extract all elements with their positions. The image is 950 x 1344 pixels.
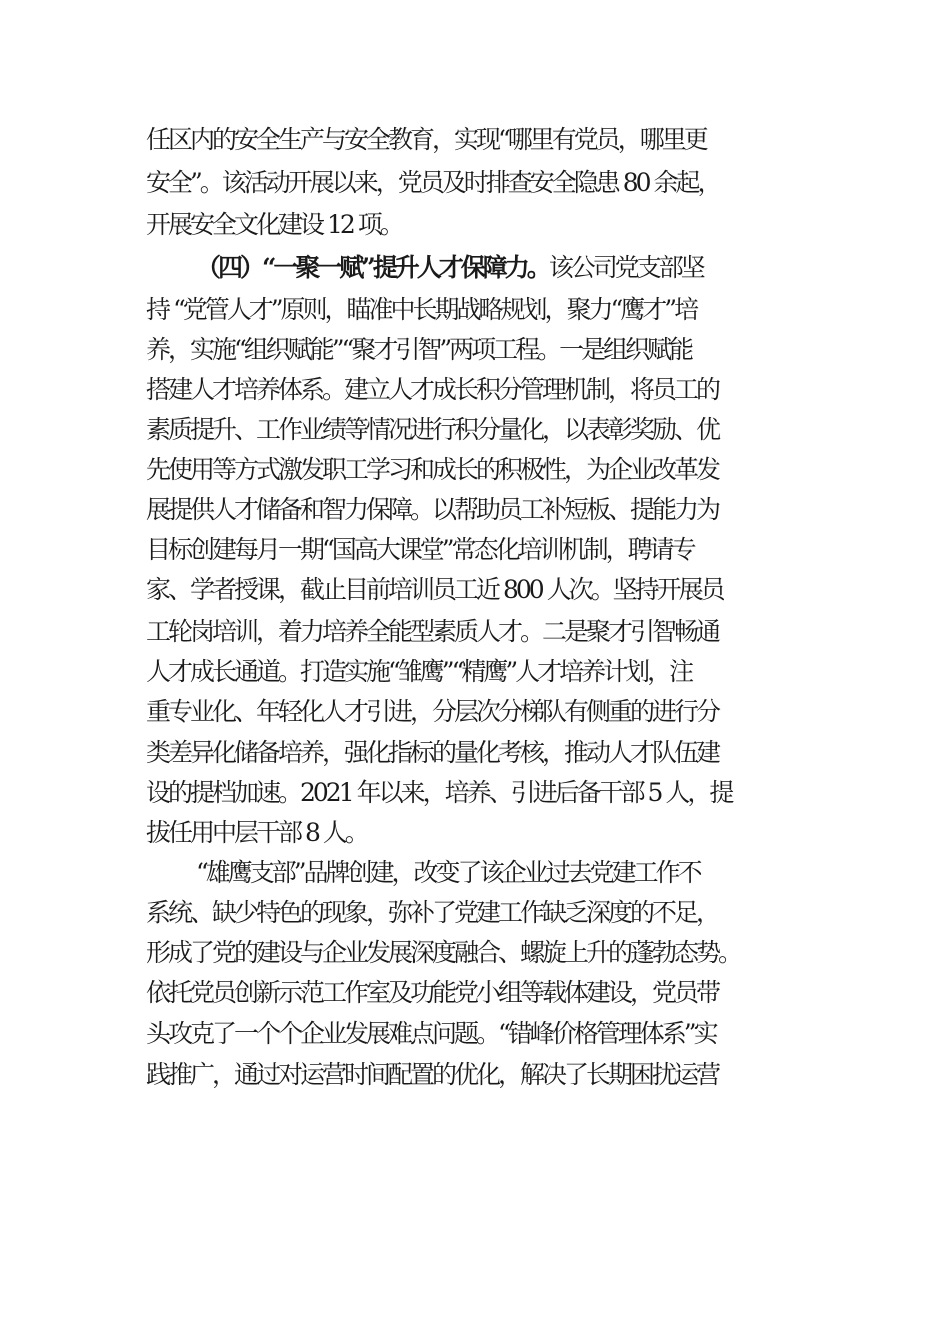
text-line: 拔任用中层干部 8 人。 xyxy=(146,818,367,847)
text-line: 类差异化储备培养，强化指标的量化考核，推动人才队伍建 xyxy=(146,738,719,767)
text-line: 持 “党管人才”原则，瞄准中长期战略规划，聚力“鹰才”培 xyxy=(146,295,697,324)
text-line: 工轮岗培训，着力培养全能型素质人才。二是聚才引智畅通 xyxy=(146,617,719,646)
text-line: 搭建人才培养体系。建立人才成长积分管理机制，将员工的 xyxy=(146,375,719,404)
text-line: 形成了党的建设与企业发展深度融合、螺旋上升的蓬勃态势。 xyxy=(146,938,741,967)
section-heading-line: （四）“一聚一赋”提升人才保障力。该公司党支部坚 xyxy=(196,253,703,282)
text-line: 素质提升、工作业绩等情况进行积分量化，以表彰奖励、优 xyxy=(146,415,719,444)
text-line: 家、学者授课，截止目前培训员工近 800 人次。坚持开展员 xyxy=(146,575,723,604)
text-line: 目标创建每月一期“国高大课堂”常态化培训机制，聘请专 xyxy=(146,535,694,564)
section-heading: （四）“一聚一赋”提升人才保障力。 xyxy=(196,253,549,282)
text-line: 设的提档加速。2021 年以来，培养、引进后备干部 5 人，提 xyxy=(146,778,732,807)
text-line: 头攻克了一个个企业发展难点问题。“错峰价格管理体系”实 xyxy=(146,1019,716,1048)
text-line: 先使用等方式激发职工学习和成长的积极性，为企业改革发 xyxy=(146,455,719,484)
text-line: 任区内的安全生产与安全教育，实现“哪里有党员，哪里更 xyxy=(146,125,706,154)
text-line: 展提供人才储备和智力保障。以帮助员工补短板、提能力为 xyxy=(146,495,719,524)
text-line: 依托党员创新示范工作室及功能党小组等载体建设，党员带 xyxy=(146,978,719,1007)
text-line: 开展安全文化建设 12 项。 xyxy=(146,210,402,239)
paragraph-start-line: “雄鹰支部”品牌创建，改变了该企业过去党建工作不 xyxy=(196,858,700,887)
text-line: 践推广，通过对运营时间配置的优化，解决了长期困扰运营 xyxy=(146,1060,719,1089)
text-line: 人才成长通道。打造实施“雏鹰”“精鹰”人才培养计划，注 xyxy=(146,657,692,686)
text-line: 安全”。该活动开展以来，党员及时排查安全隐患 80 余起， xyxy=(146,168,720,197)
text-line: 系统、缺少特色的现象，弥补了党建工作缺乏深度的不足， xyxy=(146,898,719,927)
text-line: 养，实施“组织赋能”“聚才引智”两项工程。一是组织赋能 xyxy=(146,335,692,364)
text-line: 重专业化、年轻化人才引进，分层次分梯队有侧重的进行分 xyxy=(146,697,719,726)
